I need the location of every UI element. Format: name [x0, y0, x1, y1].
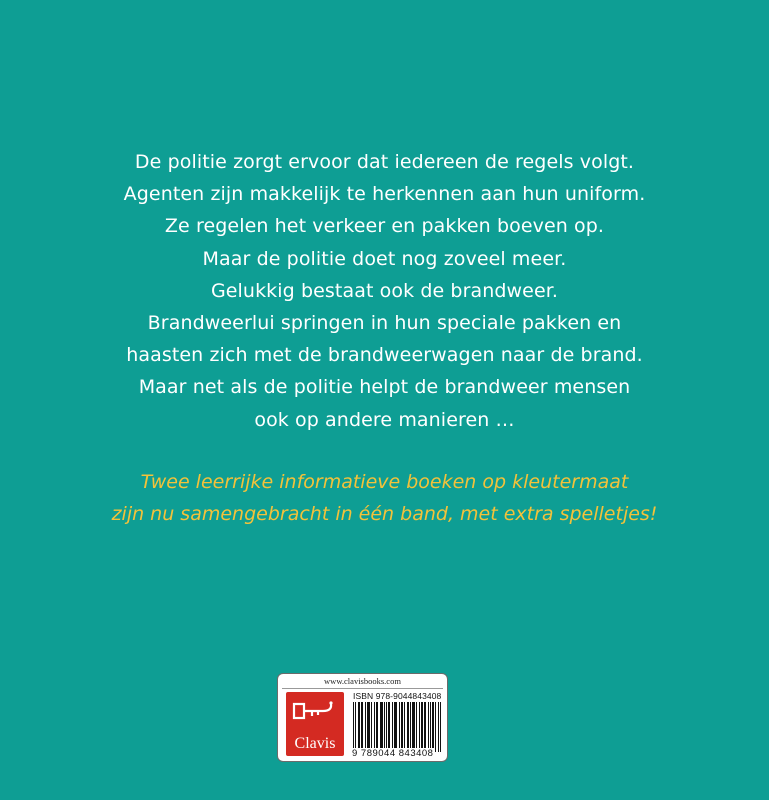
tagline-line: zijn nu samengebracht in één band, met extra spelletjes!: [111, 503, 658, 525]
barcode-bar: [394, 702, 395, 752]
barcode-bar: [414, 702, 415, 752]
blurb-line: De politie zorgt ervoor dat iedereen de regels volgt.: [134, 151, 635, 173]
barcode-digits: 9 789044 843408: [352, 748, 434, 759]
barcode-bar: [377, 702, 378, 752]
barcode-bar: [382, 702, 383, 752]
tagline: [0, 466, 769, 530]
barcode-bar: [355, 702, 356, 752]
barcode-bar: [407, 702, 408, 752]
barcode-bar: [381, 702, 382, 752]
barcode-bar: [362, 702, 363, 752]
blurb-line: ook op andere manieren …: [254, 408, 515, 431]
barcode-bar: [399, 702, 400, 752]
barcode-bar: [389, 702, 390, 752]
barcode-bar: [432, 702, 433, 752]
blurb-line: Maar de politie doet nog zoveel meer.: [202, 247, 567, 270]
blurb-line: Gelukkig bestaat ook de brandweer.: [210, 279, 559, 302]
barcode-bar: [425, 702, 426, 752]
barcode-bar: [408, 702, 409, 752]
barcode-bar: [404, 702, 405, 752]
barcode-bar: [428, 702, 429, 752]
blurb-line: Ze regelen het verkeer en pakken boeven op.: [164, 215, 605, 238]
barcode-bar: [413, 702, 414, 752]
barcode-bar: [371, 702, 372, 752]
barcode-bar: [376, 702, 377, 752]
divider: [282, 688, 443, 689]
barcode-bar: [395, 702, 396, 752]
publisher-url: www.clavisbooks.com: [324, 676, 401, 686]
barcode-bar: [424, 702, 425, 752]
barcode-bar: [401, 702, 402, 752]
barcode-bar: [433, 702, 434, 752]
barcode-bar: [430, 702, 431, 752]
barcode-bar: [419, 702, 420, 752]
blurb-line: haasten zich met de brandweerwagen naar de brand.: [126, 344, 643, 367]
barcode-bar: [380, 702, 381, 752]
barcode-bar: [374, 702, 375, 752]
barcode-bar: [440, 702, 441, 752]
barcode: [353, 702, 441, 752]
barcode-bar: [388, 702, 389, 752]
barcode-bar: [359, 702, 360, 752]
blurb-line: Maar net als de politie helpt de brandweer mensen: [138, 376, 631, 399]
isbn-number: ISBN 978-9044843408: [353, 691, 442, 701]
barcode-bar: [361, 702, 362, 752]
barcode-bar: [416, 702, 417, 752]
key-icon: [292, 700, 338, 726]
blurb-line: Brandweerlui springen in hun speciale pakken en: [147, 312, 622, 335]
publisher-logo: [286, 692, 344, 756]
barcode-bar: [402, 702, 403, 752]
barcode-bar: [422, 702, 423, 752]
blurb-text: [0, 146, 769, 436]
barcode-bar: [421, 702, 422, 752]
barcode-bar: [369, 702, 370, 752]
barcode-bar: [365, 702, 366, 752]
barcode-bar: [396, 702, 397, 752]
barcode-bar: [386, 702, 387, 752]
barcode-bar: [438, 702, 439, 752]
barcode-bar: [412, 702, 413, 752]
barcode-bar: [410, 702, 411, 752]
barcode-bar: [367, 702, 368, 752]
blurb-line: Agenten zijn makkelijk te herkennen aan hun uniform.: [123, 183, 646, 206]
publisher-name: Clavis: [294, 735, 336, 752]
tagline-line: Twee leerrijke informatieve boeken op kleutermaat: [140, 471, 629, 493]
barcode-bar: [435, 702, 436, 752]
barcode-label: [277, 673, 448, 762]
barcode-bar: [368, 702, 369, 752]
barcode-bar: [353, 702, 354, 752]
barcode-bar: [392, 702, 393, 752]
barcode-bar: [384, 702, 385, 752]
barcode-bar: [358, 702, 359, 752]
